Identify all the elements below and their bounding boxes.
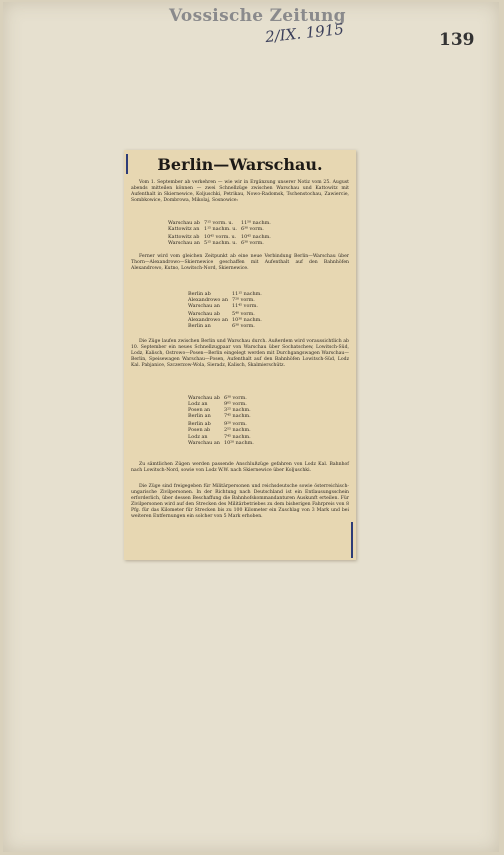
station-cell: Warschau ab: [168, 220, 200, 226]
station-cell: Berlin ab: [188, 291, 211, 297]
timetable-warschau-lodz-berlin: [188, 395, 258, 446]
time-cell: 7²⁰ vorm.: [231, 297, 255, 304]
time-cell: 5¹⁵ nachm. u.: [203, 240, 237, 247]
time-cell: 2⁵⁵ nachm.: [223, 427, 251, 434]
station-cell: Lodz an: [188, 401, 208, 408]
table-row: [188, 419, 258, 427]
newspaper-masthead: Vossische Zeitung: [169, 6, 346, 26]
station-cell: Posen ab: [188, 427, 211, 434]
table-row: [188, 323, 266, 329]
article-title: Berlin—Warschau.: [157, 155, 323, 174]
time-cell: 9⁰⁵ vorm.: [223, 401, 247, 408]
article-paragraph-5: Die Züge sind freigegeben für Militärpersonen und reichsdeutsche sowie österreichisch-ungarische Zivilpersonen. In der Richtung nach Deutschland ist ein Entlausungsschein erforderlich, über dessen Beschaffung die Bahnhofskommandanturen Auskunft erteilen. Für Zivilpersonen wird auf den Strecken des Militärbetriebes zu dem bisherigen Fahrpreis von 8 Pfg. für das Kilometer für Strecken bis zu 100 Kilometer ein Zuschlag von 3 Mark und bei weiteren Entfernungen ein solcher von 5 Mark erhoben.: [131, 484, 349, 519]
time-cell: 7⁴⁵ nachm.: [223, 413, 251, 420]
time-cell: 11⁵⁰ nachm.: [240, 220, 271, 226]
time-cell: 7¹⁵ vorm. u.: [203, 220, 234, 226]
time-cell: 6³⁰ vorm.: [223, 395, 247, 401]
table-row: [168, 226, 275, 232]
station-cell: Alexandrowo an: [188, 297, 228, 304]
newspaper-clipping: [124, 150, 356, 560]
page-number: 139: [439, 30, 475, 50]
time-cell: 5⁴⁰ vorm.: [231, 311, 255, 318]
blue-pencil-mark: [126, 154, 128, 174]
time-cell: 10⁴⁵ vorm. u.: [203, 234, 237, 241]
time-cell: 10³⁰ nachm.: [231, 317, 262, 324]
table-row: [188, 440, 258, 446]
time-cell: 6³⁰ vorm.: [231, 323, 255, 330]
time-cell: 1¹⁵ nachm. u.: [203, 226, 237, 233]
time-cell: 3²⁵ nachm.: [223, 407, 251, 414]
station-cell: Warschau an: [188, 303, 220, 310]
time-cell: 11¹⁵ nachm.: [231, 291, 262, 297]
table-row: [168, 240, 275, 246]
time-cell: 9²⁰ vorm.: [223, 421, 247, 428]
table-row: [168, 232, 275, 240]
article-paragraph-3: Die Züge laufen zwischen Berlin und Warschau durch. Außerdem wird voraussichtlich ab 10. September ein neues Schnellzugpaar von Warschau über Sochatschew, Lowitsch-Süd, Lodz, Kalisch, Ostrowo—Posen—Berlin eingelegt werden mit Durchgangswagen Warschau—Berlin, Speisewagen Warschau—Posen, Aufenthalt auf den Bahnhöfen Lowitsch-Süd, Lodz Kal. Pabjanice, Szczerzow-Wola, Sieradz, Kalisch, Skalmierschütz.: [131, 339, 349, 368]
station-cell: Posen an: [188, 407, 211, 414]
station-cell: Berlin ab: [188, 421, 211, 428]
timetable-berlin-warschau: [188, 291, 266, 330]
time-cell: 7⁴⁵ nachm.: [223, 433, 251, 440]
time-cell: 10²⁰ nachm.: [223, 439, 254, 446]
station-cell: Warschau an: [168, 240, 200, 247]
table-row: [188, 309, 266, 317]
station-cell: Warschau ab: [188, 395, 220, 401]
handwritten-date: 2/IX. 1915: [264, 19, 345, 47]
station-cell: Alexandrowo an: [188, 317, 228, 324]
station-cell: Lodz an: [188, 433, 208, 440]
article-paragraph-2: Ferner wird vom gleichen Zeitpunkt ab eine neue Verbindung Berlin—Warschau über Thorn—Alexandrowo—Skiernewice geschaffen mit Aufenthalt auf den Bahnhöfen Alexandrowo, Kutno, Lowitsch-Nord, Skiernewice.: [131, 254, 349, 271]
time-cell: 10⁴⁵ nachm.: [240, 234, 271, 241]
article-intro: Vom 1. September ab verkehren — wie wir in Ergänzung unserer Notiz vom 25. August abends mitteilen können — zwei Schnellzüge zwischen Warschau und Kattowitz mit Aufenthalt in Skiernewice, Koljuschki, Petrikau, Nowo-Radomsk, Tschenstochau, Zawiercie, Sombkowice, Dombrowa, Mikolaj, Sosnowice:: [131, 180, 349, 203]
station-cell: Berlin an: [188, 413, 211, 420]
station-cell: Kattowitz an: [168, 226, 200, 233]
station-cell: Warschau an: [188, 439, 220, 446]
station-cell: Berlin an: [188, 323, 211, 330]
blue-pencil-mark: [351, 522, 353, 558]
time-cell: 11⁴⁵ vorm.: [231, 303, 258, 310]
station-cell: Kattowitz ab: [168, 234, 200, 241]
station-cell: Warschau ab: [188, 311, 220, 318]
article-paragraph-4: Zu sämtlichen Zügen werden passende Anschlußzüge gefahren von Lodz Kal. Bahnhof nach Lowitsch-Nord, sowie von Lodz W.W. nach Skiernewice über Koljuschki.: [131, 462, 349, 473]
time-cell: 6³⁰ vorm.: [240, 240, 264, 247]
timetable-warschau-kattowitz: [168, 220, 275, 246]
time-cell: 6³⁰ vorm.: [240, 226, 264, 233]
